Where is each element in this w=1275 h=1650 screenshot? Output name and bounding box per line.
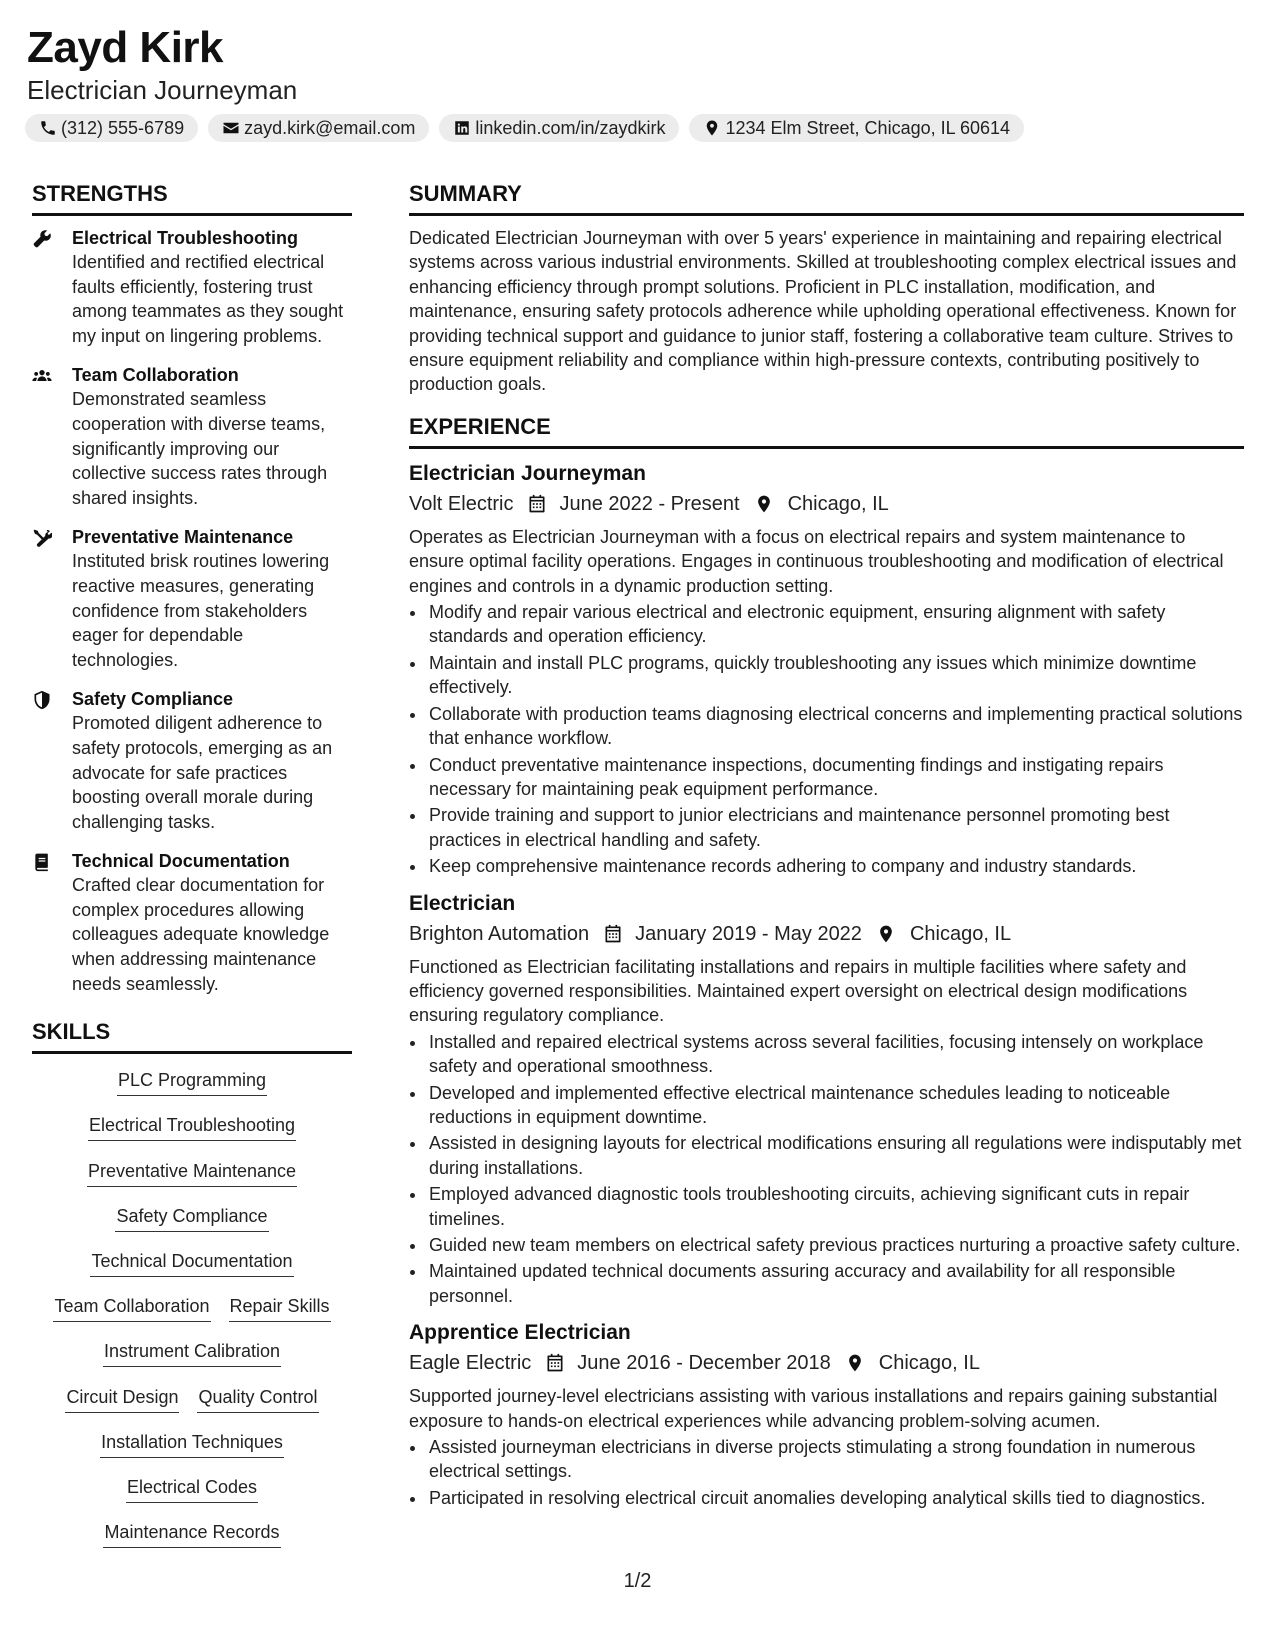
users-icon [32, 366, 52, 386]
strength-item [32, 849, 352, 996]
strength-description: Crafted clear documentation for complex procedures allowing colleagues adequate knowledge when addressing maintenance needs seamlessly. [72, 875, 330, 994]
skill-tag: Preventative Maintenance [87, 1159, 297, 1187]
email-icon [222, 119, 240, 137]
right-column [409, 178, 1244, 1520]
job-bullets [409, 1435, 1244, 1510]
job-company: Eagle Electric [409, 1352, 532, 1375]
job-dates: January 2019 - May 2022 [635, 922, 862, 945]
summary-text: Dedicated Electrician Journeyman with over 5 years' experience in maintaining and repairing electrical systems across various industrial environments. Skilled at troubleshooting complex electrical issues and enhancing efficiency through prompt solutions. Proficient in PLC installation, modification, and maintenance, ensuring safety protocols adherence while upholding operational effectiveness. Known for providing technical support and guidance to junior staff, fostering a collaborative team culture. Strives to ensure equipment reliability and compliance within high-pressure contexts, contributing positively to production goals. [409, 228, 1237, 395]
email-text: zayd.kirk@email.com [244, 117, 416, 138]
job-dates: June 2022 - Present [559, 492, 740, 515]
job-bullet: • Maintained updated technical documents assuring accuracy and availability for all responsible personnel. [427, 1259, 1244, 1308]
linkedin-text: linkedin.com/in/zaydkirk [475, 117, 666, 138]
job-bullet: • Conduct preventative maintenance inspections, documenting findings and instigating repairs necessary for maintaining peak equipment performance. [427, 753, 1244, 802]
candidate-title: Electrician Journeyman [27, 75, 298, 105]
skills-heading: SKILLS [32, 1016, 352, 1054]
job-bullets [409, 600, 1244, 878]
job-meta [409, 489, 1244, 519]
job-bullets [409, 1030, 1244, 1308]
strength-title: Team Collaboration [72, 365, 239, 386]
book-icon [32, 852, 52, 872]
skill-tag: Electrical Codes [126, 1475, 258, 1503]
job-entry [409, 889, 1244, 1309]
wrench-icon [32, 229, 52, 249]
linkedin-icon [453, 119, 471, 137]
calendar-icon [545, 1353, 565, 1373]
phone-text: (312) 555-6789 [61, 117, 185, 138]
skill-tag: Circuit Design [65, 1385, 179, 1413]
location-icon [754, 494, 774, 514]
skill-tag: Quality Control [197, 1385, 318, 1413]
strength-title: Technical Documentation [72, 851, 290, 872]
linkedin-chip[interactable] [439, 114, 679, 142]
job-title: Apprentice Electrician [409, 1321, 631, 1345]
strength-description: Demonstrated seamless cooperation with diverse teams, significantly improving our collective success rates through shared insights. [72, 389, 328, 508]
phone-chip[interactable] [25, 114, 198, 142]
job-meta [409, 1348, 1244, 1378]
shield-icon [32, 690, 52, 710]
job-title: Electrician Journeyman [409, 461, 646, 485]
job-location: Chicago, IL [878, 1352, 980, 1375]
candidate-name: Zayd Kirk [27, 23, 224, 72]
strength-title: Preventative Maintenance [72, 527, 294, 548]
skill-tag: Installation Techniques [100, 1430, 284, 1458]
address-text: 1234 Elm Street, Chicago, IL 60614 [725, 117, 1010, 138]
job-meta [409, 919, 1244, 949]
job-bullet: • Modify and repair various electrical and electronic equipment, ensuring alignment with safety standards and operation efficiency. [427, 600, 1244, 649]
job-description: Functioned as Electrician facilitating installations and repairs in multiple facilities where safety and efficiency governed responsibilities. Maintained expert oversight on electrical design modifications ensuring regulatory compliance. [409, 956, 1188, 1026]
job-bullet: • Guided new team members on electrical safety previous practices nurturing a proactive safety culture. [427, 1233, 1244, 1257]
skills-list [32, 1064, 352, 1561]
job-entry [409, 459, 1244, 879]
summary-heading: SUMMARY [409, 178, 1244, 216]
strength-title: Electrical Troubleshooting [72, 228, 299, 248]
location-icon [845, 1353, 865, 1373]
skill-tag: Repair Skills [229, 1294, 331, 1322]
left-column [32, 178, 352, 1561]
job-location: Chicago, IL [787, 492, 889, 515]
calendar-icon [527, 494, 547, 514]
job-company: Volt Electric [409, 492, 514, 515]
strength-description: Promoted diligent adherence to safety protocols, emerging as an advocate for safe practices boosting overall morale during challenging tasks. [72, 713, 333, 832]
job-bullet: • Participated in resolving electrical circuit anomalies developing analytical skills tied to diagnostics. [427, 1486, 1244, 1510]
location-icon [703, 119, 721, 137]
job-bullet: • Developed and implemented effective electrical maintenance schedules leading to noticeable reductions in equipment downtime. [427, 1081, 1244, 1130]
job-company: Brighton Automation [409, 922, 590, 945]
job-bullet: • Maintain and install PLC programs, quickly troubleshooting any issues which minimize downtime effectively. [427, 651, 1244, 700]
skill-tag: Safety Compliance [115, 1204, 268, 1232]
job-description: Supported journey-level electricians assisting with various installations and repairs gaining substantial exposure to hands-on electrical experiences while advancing problem-solving acumen. [409, 1386, 1218, 1431]
strength-description: Instituted brisk routines lowering reactive measures, generating confidence from stakeholders eager for dependable technologies. [72, 551, 330, 670]
job-location: Chicago, IL [909, 922, 1012, 945]
strength-title: Safety Compliance [72, 689, 234, 710]
strength-item [32, 525, 352, 672]
job-description: Operates as Electrician Journeyman with a focus on electrical repairs and system maintenance to ensure optimal facility operations. Engages in continuous troubleshooting and modification of electrical engines and controls in a dynamic production setting. [409, 526, 1224, 596]
skill-tag: PLC Programming [117, 1068, 267, 1096]
skill-tag: Instrument Calibration [103, 1339, 281, 1367]
page-number: 1/2 [623, 1570, 652, 1592]
strength-item [32, 687, 352, 834]
skill-tag: Technical Documentation [90, 1249, 293, 1277]
skill-tag: Team Collaboration [53, 1294, 210, 1322]
job-bullet: • Installed and repaired electrical systems across several facilities, focusing intensely on workplace safety and operational smoothness. [427, 1030, 1244, 1079]
experience-heading: EXPERIENCE [409, 411, 1244, 449]
job-bullet: • Collaborate with production teams diagnosing electrical concerns and implementing practical solutions that enhance workflow. [427, 702, 1244, 751]
location-icon [876, 924, 896, 944]
job-bullet: • Keep comprehensive maintenance records adhering to company and industry standards. [427, 854, 1244, 878]
job-bullet: • Assisted journeyman electricians in diverse projects stimulating a strong foundation in numerous electrical settings. [427, 1435, 1244, 1484]
strengths-heading: STRENGTHS [32, 178, 352, 216]
phone-icon [39, 119, 57, 137]
contact-bar [25, 114, 1024, 142]
tools-icon [32, 528, 52, 548]
skill-tag: Maintenance Records [103, 1520, 280, 1548]
job-bullet: • Employed advanced diagnostic tools troubleshooting circuits, achieving significant cuts in repair timelines. [427, 1182, 1244, 1231]
job-entry [409, 1318, 1244, 1510]
calendar-icon [603, 924, 623, 944]
email-chip[interactable] [208, 114, 429, 142]
job-bullet: • Provide training and support to junior electricians and maintenance personnel promoting best practices in electrical handling and safety. [427, 803, 1244, 852]
address-chip[interactable] [689, 114, 1024, 142]
skill-tag: Electrical Troubleshooting [88, 1113, 296, 1141]
job-title: Electrician [409, 891, 516, 915]
strength-item [32, 363, 352, 510]
strength-item [32, 226, 352, 348]
job-bullet: • Assisted in designing layouts for electrical modifications ensuring all regulations were indisputably met during installations. [427, 1131, 1244, 1180]
job-dates: June 2016 - December 2018 [577, 1352, 831, 1375]
strength-description: Identified and rectified electrical faults efficiently, fostering trust among teammates as they sought my input on lingering problems. [72, 252, 344, 346]
